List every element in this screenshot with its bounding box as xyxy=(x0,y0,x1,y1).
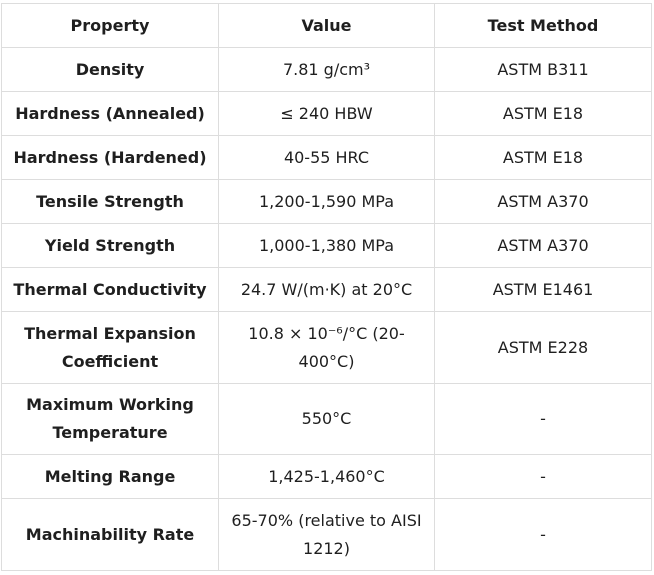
table-row xyxy=(2,136,652,180)
value-cell: 550°C xyxy=(219,384,435,455)
method-cell: ASTM E1461 xyxy=(435,268,652,312)
method-cell: - xyxy=(435,384,652,455)
table-row xyxy=(2,48,652,92)
property-cell: Hardness (Annealed) xyxy=(2,92,219,136)
value-cell: ≤ 240 HBW xyxy=(219,92,435,136)
table-row xyxy=(2,312,652,384)
method-cell: ASTM A370 xyxy=(435,224,652,268)
property-cell: Tensile Strength xyxy=(2,180,219,224)
header-property: Property xyxy=(2,4,219,48)
table-row xyxy=(2,92,652,136)
method-cell: ASTM B311 xyxy=(435,48,652,92)
method-cell: ASTM E18 xyxy=(435,136,652,180)
method-cell: ASTM A370 xyxy=(435,180,652,224)
table-row xyxy=(2,224,652,268)
value-cell: 1,425-1,460°C xyxy=(219,455,435,499)
properties-table xyxy=(1,3,652,571)
method-cell: ASTM E228 xyxy=(435,312,652,384)
table-row xyxy=(2,499,652,571)
table-row xyxy=(2,384,652,455)
value-cell: 10.8 × 10⁻⁶/°C (20-400°C) xyxy=(219,312,435,384)
table-row xyxy=(2,268,652,312)
property-cell: Density xyxy=(2,48,219,92)
header-row xyxy=(2,4,652,48)
value-cell: 65-70% (relative to AISI 1212) xyxy=(219,499,435,571)
value-cell: 1,000-1,380 MPa xyxy=(219,224,435,268)
property-cell: Hardness (Hardened) xyxy=(2,136,219,180)
value-cell: 24.7 W/(m·K) at 20°C xyxy=(219,268,435,312)
property-cell: Melting Range xyxy=(2,455,219,499)
method-cell: - xyxy=(435,455,652,499)
property-cell: Machinability Rate xyxy=(2,499,219,571)
header-value: Value xyxy=(219,4,435,48)
table-row xyxy=(2,180,652,224)
value-cell: 7.81 g/cm³ xyxy=(219,48,435,92)
method-cell: ASTM E18 xyxy=(435,92,652,136)
property-cell: Maximum Working Temperature xyxy=(2,384,219,455)
method-cell: - xyxy=(435,499,652,571)
value-cell: 40-55 HRC xyxy=(219,136,435,180)
property-cell: Thermal Conductivity xyxy=(2,268,219,312)
table-row xyxy=(2,455,652,499)
property-cell: Yield Strength xyxy=(2,224,219,268)
value-cell: 1,200-1,590 MPa xyxy=(219,180,435,224)
property-cell: Thermal Expansion Coefficient xyxy=(2,312,219,384)
header-test-method: Test Method xyxy=(435,4,652,48)
